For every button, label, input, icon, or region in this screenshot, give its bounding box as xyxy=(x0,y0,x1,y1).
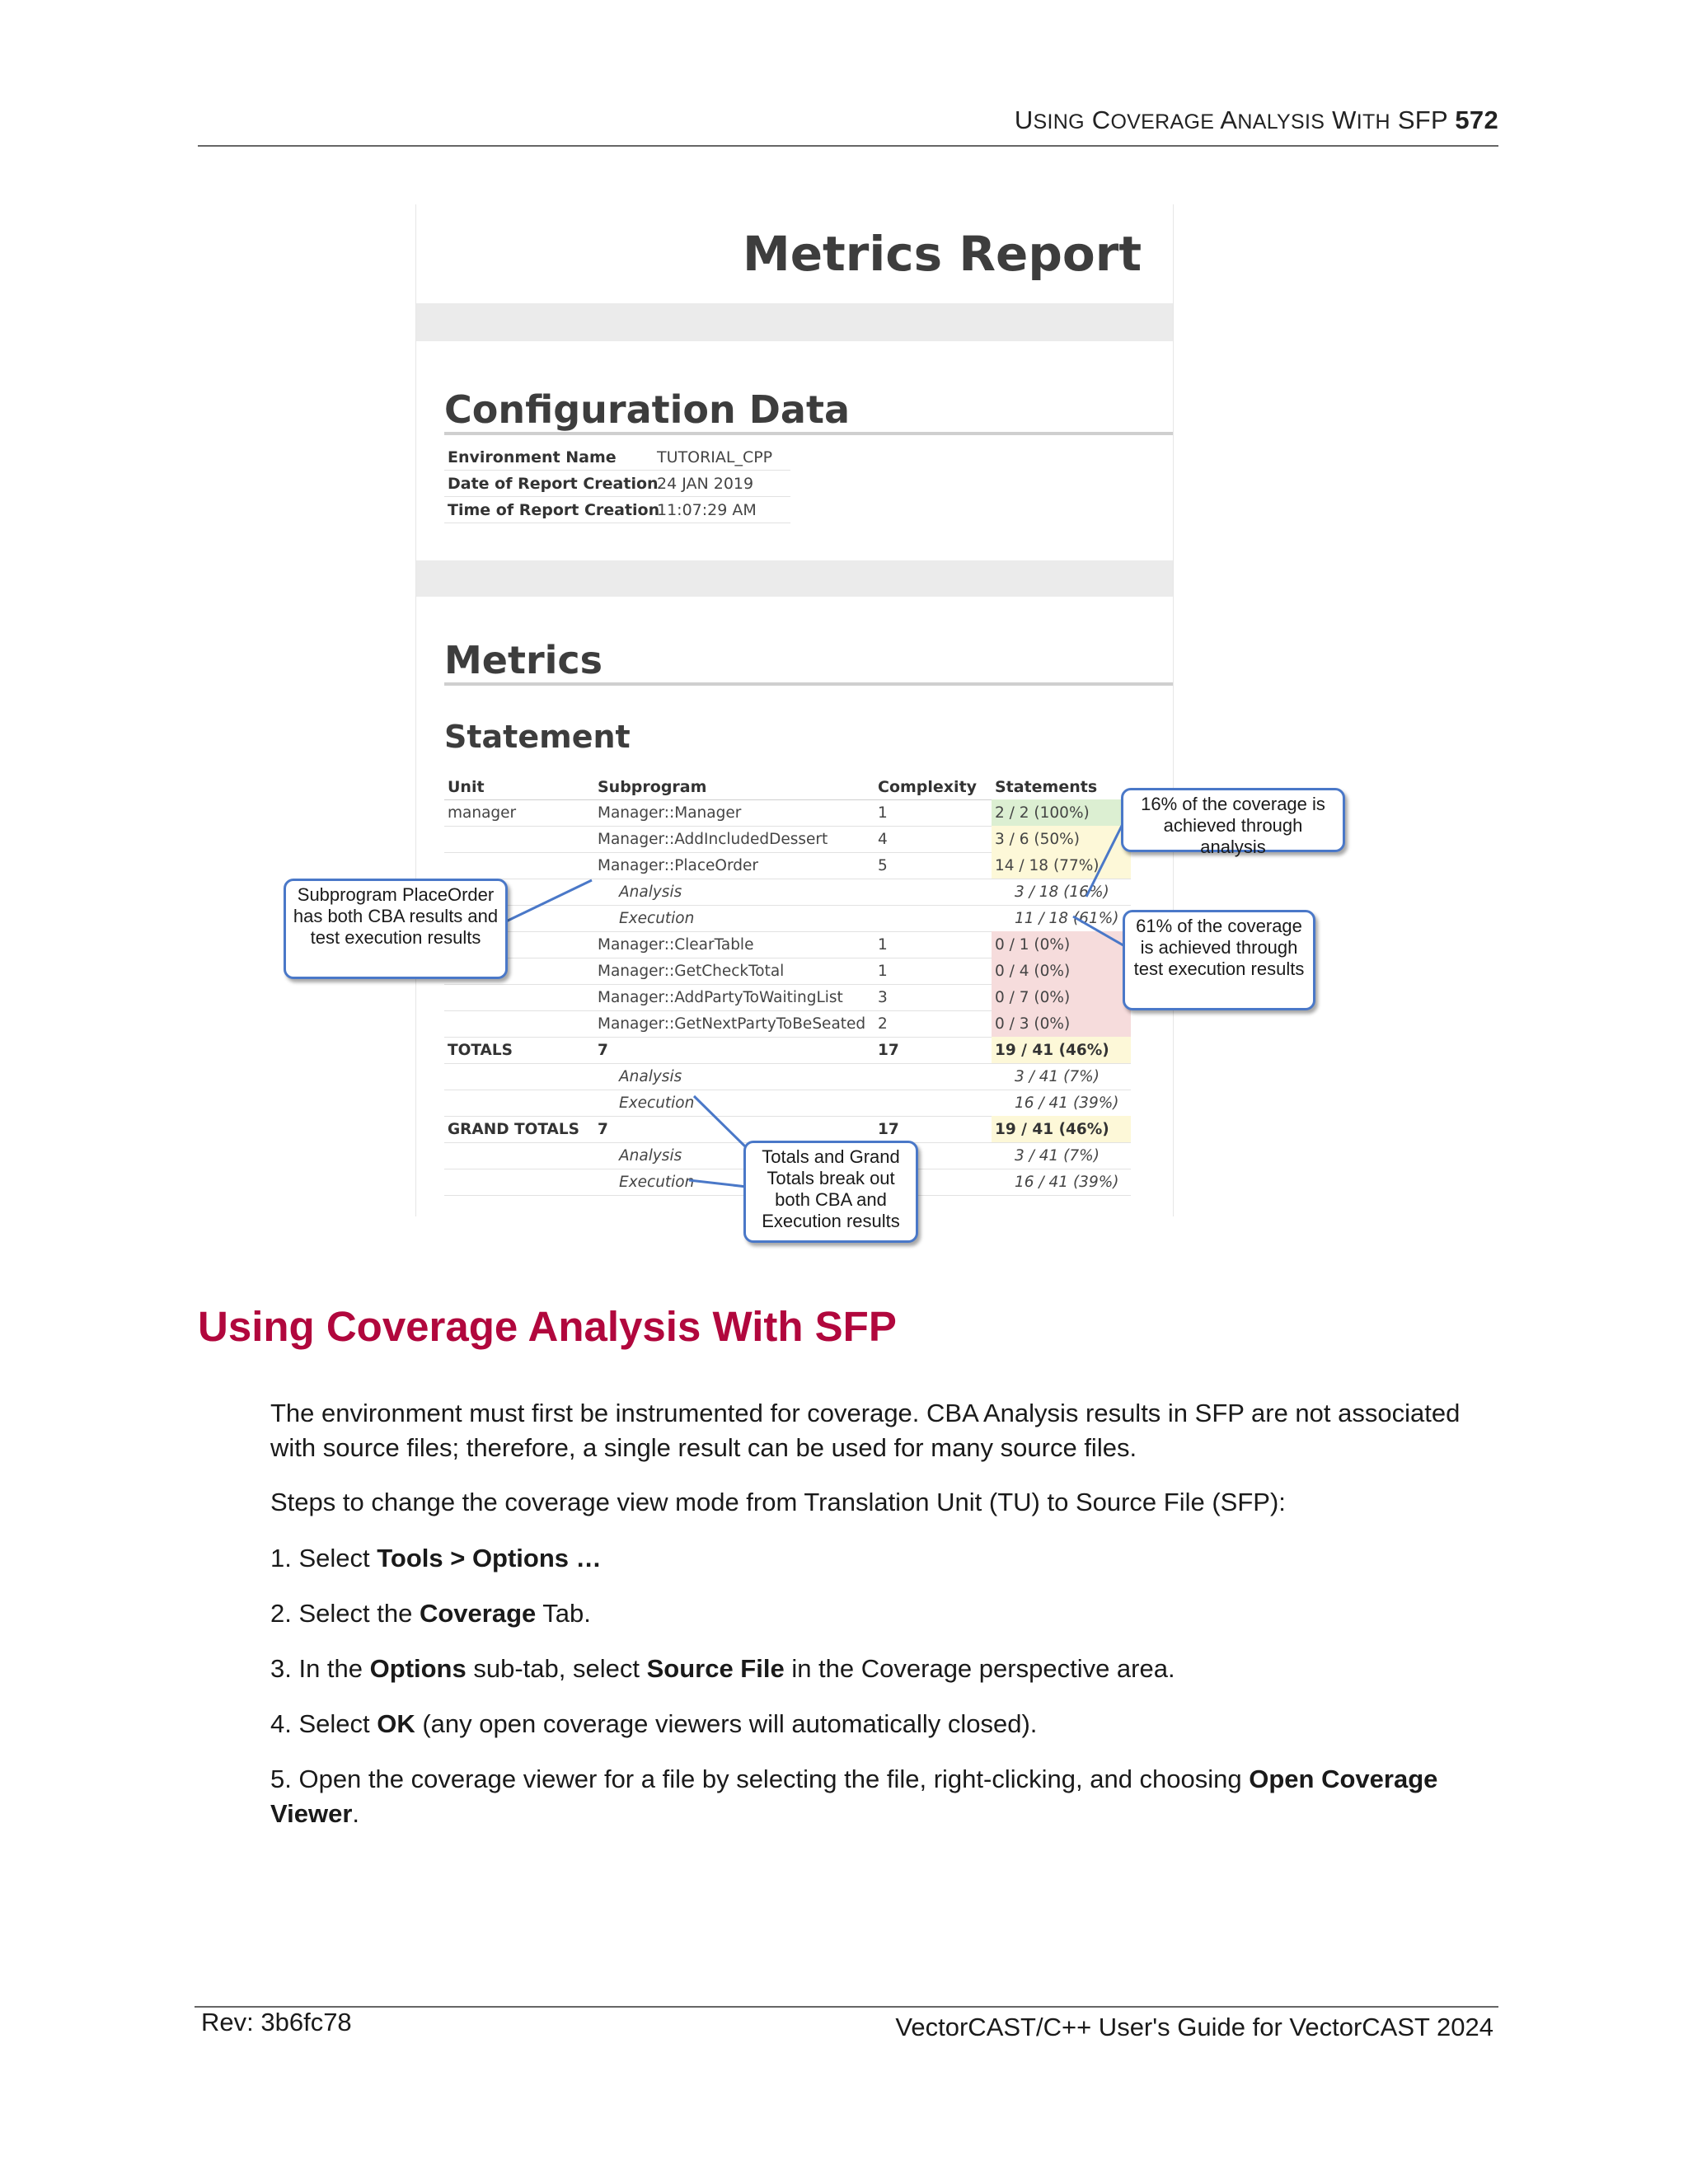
statements-cell: 0 / 4 (0%) xyxy=(992,958,1131,984)
table-row: Manager::GetCheckTotal 1 0 / 4 (0%) xyxy=(444,958,1131,985)
column-header-unit: Unit xyxy=(448,778,485,796)
statement-heading: Statement xyxy=(444,719,631,755)
statements-cell: 14 / 18 (77%) xyxy=(992,852,1131,879)
statements-cell: 3 / 41 (7%) xyxy=(1015,1068,1100,1085)
statements-cell: 16 / 41 (39%) xyxy=(1015,1174,1119,1191)
statements-cell: 2 / 2 (100%) xyxy=(992,799,1131,826)
config-value: 11:07:29 AM xyxy=(657,501,757,519)
column-header-complexity: Complexity xyxy=(878,778,978,796)
statements-cell: 3 / 6 (50%) xyxy=(992,826,1131,852)
column-header-subprogram: Subprogram xyxy=(598,778,707,796)
statements-cell: 11 / 18 (61%) xyxy=(1015,910,1119,927)
step-2: 2. Select the Coverage Tab. xyxy=(270,1599,591,1628)
config-key: Environment Name xyxy=(448,448,617,466)
metrics-heading: Metrics xyxy=(444,638,603,682)
table-row: Manager::AddIncludedDessert 4 3 / 6 (50%) xyxy=(444,826,1131,853)
paragraph-intro: The environment must first be instrumented for coverage. CBA Analysis results in SFP are not associated with source files; therefore, a single result can be used for many source files. xyxy=(270,1399,1461,1462)
section-rule xyxy=(444,682,1173,686)
footer-revision: Rev: 3b6fc78 xyxy=(201,2008,352,2036)
configuration-heading: Configuration Data xyxy=(444,387,850,432)
statements-cell: 19 / 41 (46%) xyxy=(992,1116,1131,1142)
column-header-statements: Statements xyxy=(995,778,1098,796)
footer-divider xyxy=(195,2006,1498,2008)
table-row: Manager::GetNextPartyToBeSeated 2 0 / 3 (0%) xyxy=(444,1010,1131,1038)
report-band xyxy=(416,560,1173,597)
config-value: TUTORIAL_CPP xyxy=(657,448,773,466)
callout-analysis: 16% of the coverage is achieved through analysis xyxy=(1121,788,1345,852)
table-row: Manager::AddPartyToWaitingList 3 0 / 7 (0%) xyxy=(444,984,1131,1011)
table-row: Analysis 3 / 41 (7%) xyxy=(444,1142,1131,1169)
table-header xyxy=(444,773,1131,800)
totals-row: TOTALS 7 17 19 / 41 (46%) xyxy=(444,1037,1131,1064)
step-5: 5. Open the coverage viewer for a file by selecting the file, right-clicking, and choosing Open Coverage Viewer. xyxy=(270,1765,1438,1828)
statements-cell: 0 / 7 (0%) xyxy=(992,984,1131,1010)
report-band xyxy=(416,303,1173,341)
step-4: 4. Select OK (any open coverage viewers will automatically closed). xyxy=(270,1709,1038,1738)
statements-cell: 0 / 3 (0%) xyxy=(992,1010,1131,1037)
callout-execution: 61% of the coverage is achieved through test execution results xyxy=(1123,910,1315,1010)
report-title: Metrics Report xyxy=(743,226,1142,282)
statements-cell: 19 / 41 (46%) xyxy=(992,1037,1131,1063)
header-divider xyxy=(198,145,1498,147)
step-3: 3. In the Options sub-tab, select Source File in the Coverage perspective area. xyxy=(270,1654,1175,1683)
table-row: Execution 16 / 41 (39%) xyxy=(444,1090,1131,1117)
statements-cell: 3 / 41 (7%) xyxy=(1015,1147,1100,1165)
footer-title: VectorCAST/C++ User's Guide for VectorCAST 2024 xyxy=(895,2013,1493,2041)
config-key: Time of Report Creation xyxy=(448,501,660,519)
config-value: 24 JAN 2019 xyxy=(657,475,754,493)
table-row: Execution 16 / 41 (39%) xyxy=(444,1169,1131,1196)
config-key: Date of Report Creation xyxy=(448,475,659,493)
table-row: Manager::ClearTable 1 0 / 1 (0%) xyxy=(444,931,1131,958)
table-row: Manager::PlaceOrder 5 14 / 18 (77%) xyxy=(444,852,1131,879)
metrics-report-figure xyxy=(415,204,1174,1216)
config-row xyxy=(444,496,790,523)
section-rule xyxy=(444,432,1173,435)
callout-placeorder: Subprogram PlaceOrder has both CBA results and test execution results xyxy=(284,879,508,979)
table-row: Analysis 3 / 41 (7%) xyxy=(444,1063,1131,1090)
config-row xyxy=(444,470,790,497)
table-row: Execution 11 / 18 (61%) xyxy=(444,905,1131,932)
table-row: Analysis 3 / 18 (16%) xyxy=(444,879,1131,906)
running-header: USING COVERAGE ANALYSIS WITH SFP 572 xyxy=(1014,105,1498,134)
table-row: manager Manager::Manager 1 2 / 2 (100%) xyxy=(444,799,1131,827)
statements-cell: 0 / 1 (0%) xyxy=(992,931,1131,958)
config-row xyxy=(444,443,790,471)
page-number: 572 xyxy=(1455,105,1498,134)
section-heading: Using Coverage Analysis With SFP xyxy=(198,1303,897,1350)
grand-totals-row: GRAND TOTALS 7 17 19 / 41 (46%) xyxy=(444,1116,1131,1143)
step-1: 1. Select Tools > Options … xyxy=(270,1544,602,1572)
statements-cell: 3 / 18 (16%) xyxy=(1015,883,1109,901)
paragraph-steps-intro: Steps to change the coverage view mode from Translation Unit (TU) to Source File (SFP): xyxy=(270,1488,1286,1516)
callout-totals: Totals and Grand Totals break out both CBA and Execution results xyxy=(743,1141,918,1243)
statements-cell: 16 / 41 (39%) xyxy=(1015,1094,1119,1112)
